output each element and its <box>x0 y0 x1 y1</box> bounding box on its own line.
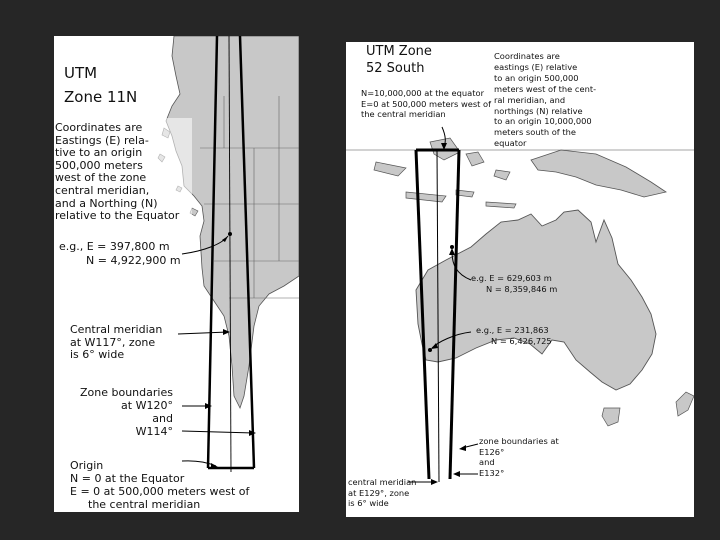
example1-northing: N = 8,359,846 m <box>486 284 558 294</box>
title-utm: UTM <box>64 64 98 82</box>
example-easting: e.g., E = 397,800 m <box>59 240 170 253</box>
coordinates-description: Coordinates are eastings (E) relative to an origin 500,000 meters west of the cent- ral meridian, and northings (N) relative to an origin 10,000,000 meters south of the equator <box>494 51 597 149</box>
utm-zone-11n-panel <box>54 36 299 512</box>
tasmania <box>602 408 620 426</box>
origin-label: Origin <box>70 459 104 472</box>
new-guinea <box>531 150 666 197</box>
title-utm-zone: UTM Zone <box>366 44 432 59</box>
example2-northing: N = 6,426,725 <box>491 336 552 346</box>
origin-note: N=10,000,000 at the equator E=0 at 500,000 meters west of the central meridian <box>361 88 492 119</box>
utm-zone-52s-panel <box>346 42 694 517</box>
example-point <box>228 232 232 236</box>
example-northing: N = 4,922,900 m <box>86 254 181 267</box>
origin-easting-cont: the central meridian <box>88 498 201 511</box>
origin-northing: N = 0 at the Equator <box>70 472 185 485</box>
central-meridian-label: central meridian at E129°, zone is 6° wide <box>348 477 417 509</box>
example2-easting: e.g., E = 231,863 <box>476 325 549 335</box>
title-zone-11n: Zone 11N <box>64 88 138 106</box>
new-zealand <box>676 392 694 416</box>
title-52-south: 52 South <box>366 61 425 76</box>
zone-boundaries-label: Zone boundaries at W120° and W114° <box>80 386 173 438</box>
north-america-map <box>54 36 299 512</box>
zone-boundaries-label: zone boundaries at E126° and E132° <box>479 436 559 478</box>
coordinates-description: Coordinates are Eastings (E) rela- tive to an origin 500,000 meters west of the zone central meridian, and a Northing (N) relative to the Equator <box>55 121 180 223</box>
example1-easting: e.g. E = 629,603 m <box>471 273 552 283</box>
central-meridian-label: Central meridian at W117°, zone is 6° wide <box>70 323 163 362</box>
origin-easting: E = 0 at 500,000 meters west of <box>70 485 250 498</box>
